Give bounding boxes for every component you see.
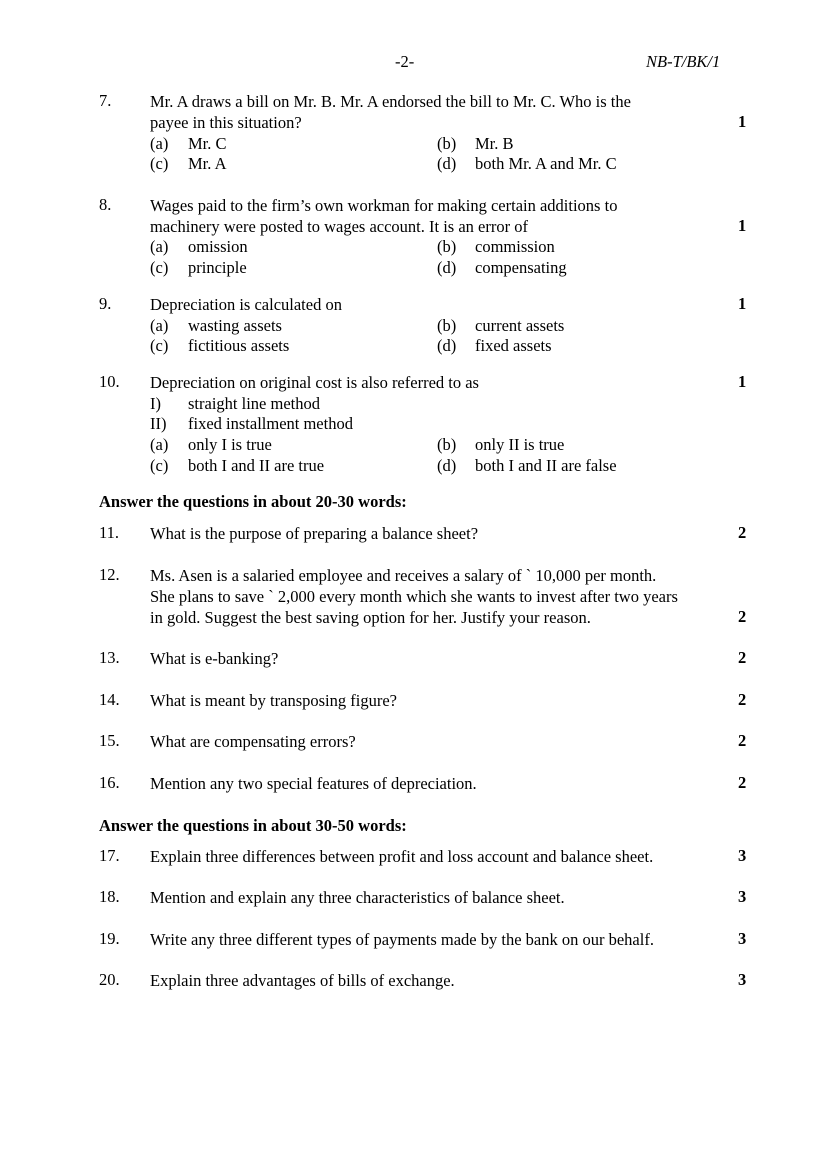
statement-1: I) straight line method bbox=[150, 394, 320, 413]
question-text: Mention any two special features of depreciation. bbox=[150, 774, 477, 793]
option-a: (a) omission bbox=[150, 237, 248, 256]
question-text: What is the purpose of preparing a balance sheet? bbox=[150, 524, 479, 543]
question-text: What are compensating errors? bbox=[150, 732, 356, 751]
question-text: Explain three differences between profit and loss account and balance sheet. bbox=[150, 847, 654, 866]
question-marks: 2 bbox=[738, 648, 747, 667]
question-text: Explain three advantages of bills of exchange. bbox=[150, 971, 455, 990]
question-text: Write any three different types of payments made by the bank on our behalf. bbox=[150, 930, 654, 949]
question-marks: 3 bbox=[738, 929, 747, 948]
question-marks: 3 bbox=[738, 846, 747, 865]
question-number: 14. bbox=[99, 690, 120, 709]
question-marks: 2 bbox=[738, 773, 747, 792]
option-c: (c) Mr. A bbox=[150, 154, 227, 173]
question-text: What is e-banking? bbox=[150, 649, 279, 668]
option-b: (b) commission bbox=[437, 237, 555, 256]
question-marks: 1 bbox=[738, 216, 747, 235]
question-text: What is meant by transposing figure? bbox=[150, 691, 397, 710]
question-marks: 1 bbox=[738, 372, 747, 391]
question-number: 9. bbox=[99, 294, 112, 313]
section-heading-30-50: Answer the questions in about 30-50 words: bbox=[99, 816, 407, 835]
question-text: Depreciation is calculated on bbox=[150, 295, 342, 314]
option-a: (a) Mr. C bbox=[150, 134, 227, 153]
question-number: 19. bbox=[99, 929, 120, 948]
paper-code: NB-T/BK/1 bbox=[646, 52, 721, 71]
question-text: Mention and explain any three characteristics of balance sheet. bbox=[150, 888, 565, 907]
question-text: Ms. Asen is a salaried employee and receives a salary of ` 10,000 per month. She plans to save ` 2,000 every month which she wants to invest after two years in gold. Suggest the best saving option for her. Justify your reason. bbox=[150, 566, 678, 627]
statement-2: II) fixed installment method bbox=[150, 414, 353, 433]
question-number: 18. bbox=[99, 887, 120, 906]
question-number: 10. bbox=[99, 372, 120, 391]
question-number: 16. bbox=[99, 773, 120, 792]
question-marks: 3 bbox=[738, 970, 747, 989]
option-b: (b) current assets bbox=[437, 316, 565, 335]
question-number: 20. bbox=[99, 970, 120, 989]
option-a: (a) only I is true bbox=[150, 435, 272, 454]
question-marks: 1 bbox=[738, 112, 747, 131]
option-c: (c) principle bbox=[150, 258, 247, 277]
question-number: 15. bbox=[99, 731, 120, 750]
question-number: 17. bbox=[99, 846, 120, 865]
question-marks: 2 bbox=[738, 607, 747, 626]
question-marks: 2 bbox=[738, 731, 747, 750]
question-text: Depreciation on original cost is also referred to as bbox=[150, 373, 479, 392]
question-number: 13. bbox=[99, 648, 120, 667]
option-d: (d) compensating bbox=[437, 258, 567, 277]
question-marks: 3 bbox=[738, 887, 747, 906]
question-number: 11. bbox=[99, 523, 120, 542]
option-d: (d) fixed assets bbox=[437, 336, 552, 355]
question-text: Wages paid to the firm’s own workman for making certain additions to machinery were posted to wages account. It is an error of bbox=[150, 196, 618, 236]
option-d: (d) both Mr. A and Mr. C bbox=[437, 154, 617, 173]
question-number: 7. bbox=[99, 91, 112, 110]
option-b: (b) only II is true bbox=[437, 435, 565, 454]
question-marks: 2 bbox=[738, 690, 747, 709]
question-text: Mr. A draws a bill on Mr. B. Mr. A endorsed the bill to Mr. C. Who is the payee in this situation? bbox=[150, 92, 631, 132]
option-c: (c) fictitious assets bbox=[150, 336, 290, 355]
option-c: (c) both I and II are true bbox=[150, 456, 325, 475]
question-number: 12. bbox=[99, 565, 120, 584]
option-b: (b) Mr. B bbox=[437, 134, 514, 153]
option-a: (a) wasting assets bbox=[150, 316, 282, 335]
question-number: 8. bbox=[99, 195, 112, 214]
page-number: -2- bbox=[395, 52, 415, 71]
option-d: (d) both I and II are false bbox=[437, 456, 617, 475]
question-marks: 2 bbox=[738, 523, 747, 542]
question-marks: 1 bbox=[738, 294, 747, 313]
section-heading-20-30: Answer the questions in about 20-30 words: bbox=[99, 492, 407, 511]
